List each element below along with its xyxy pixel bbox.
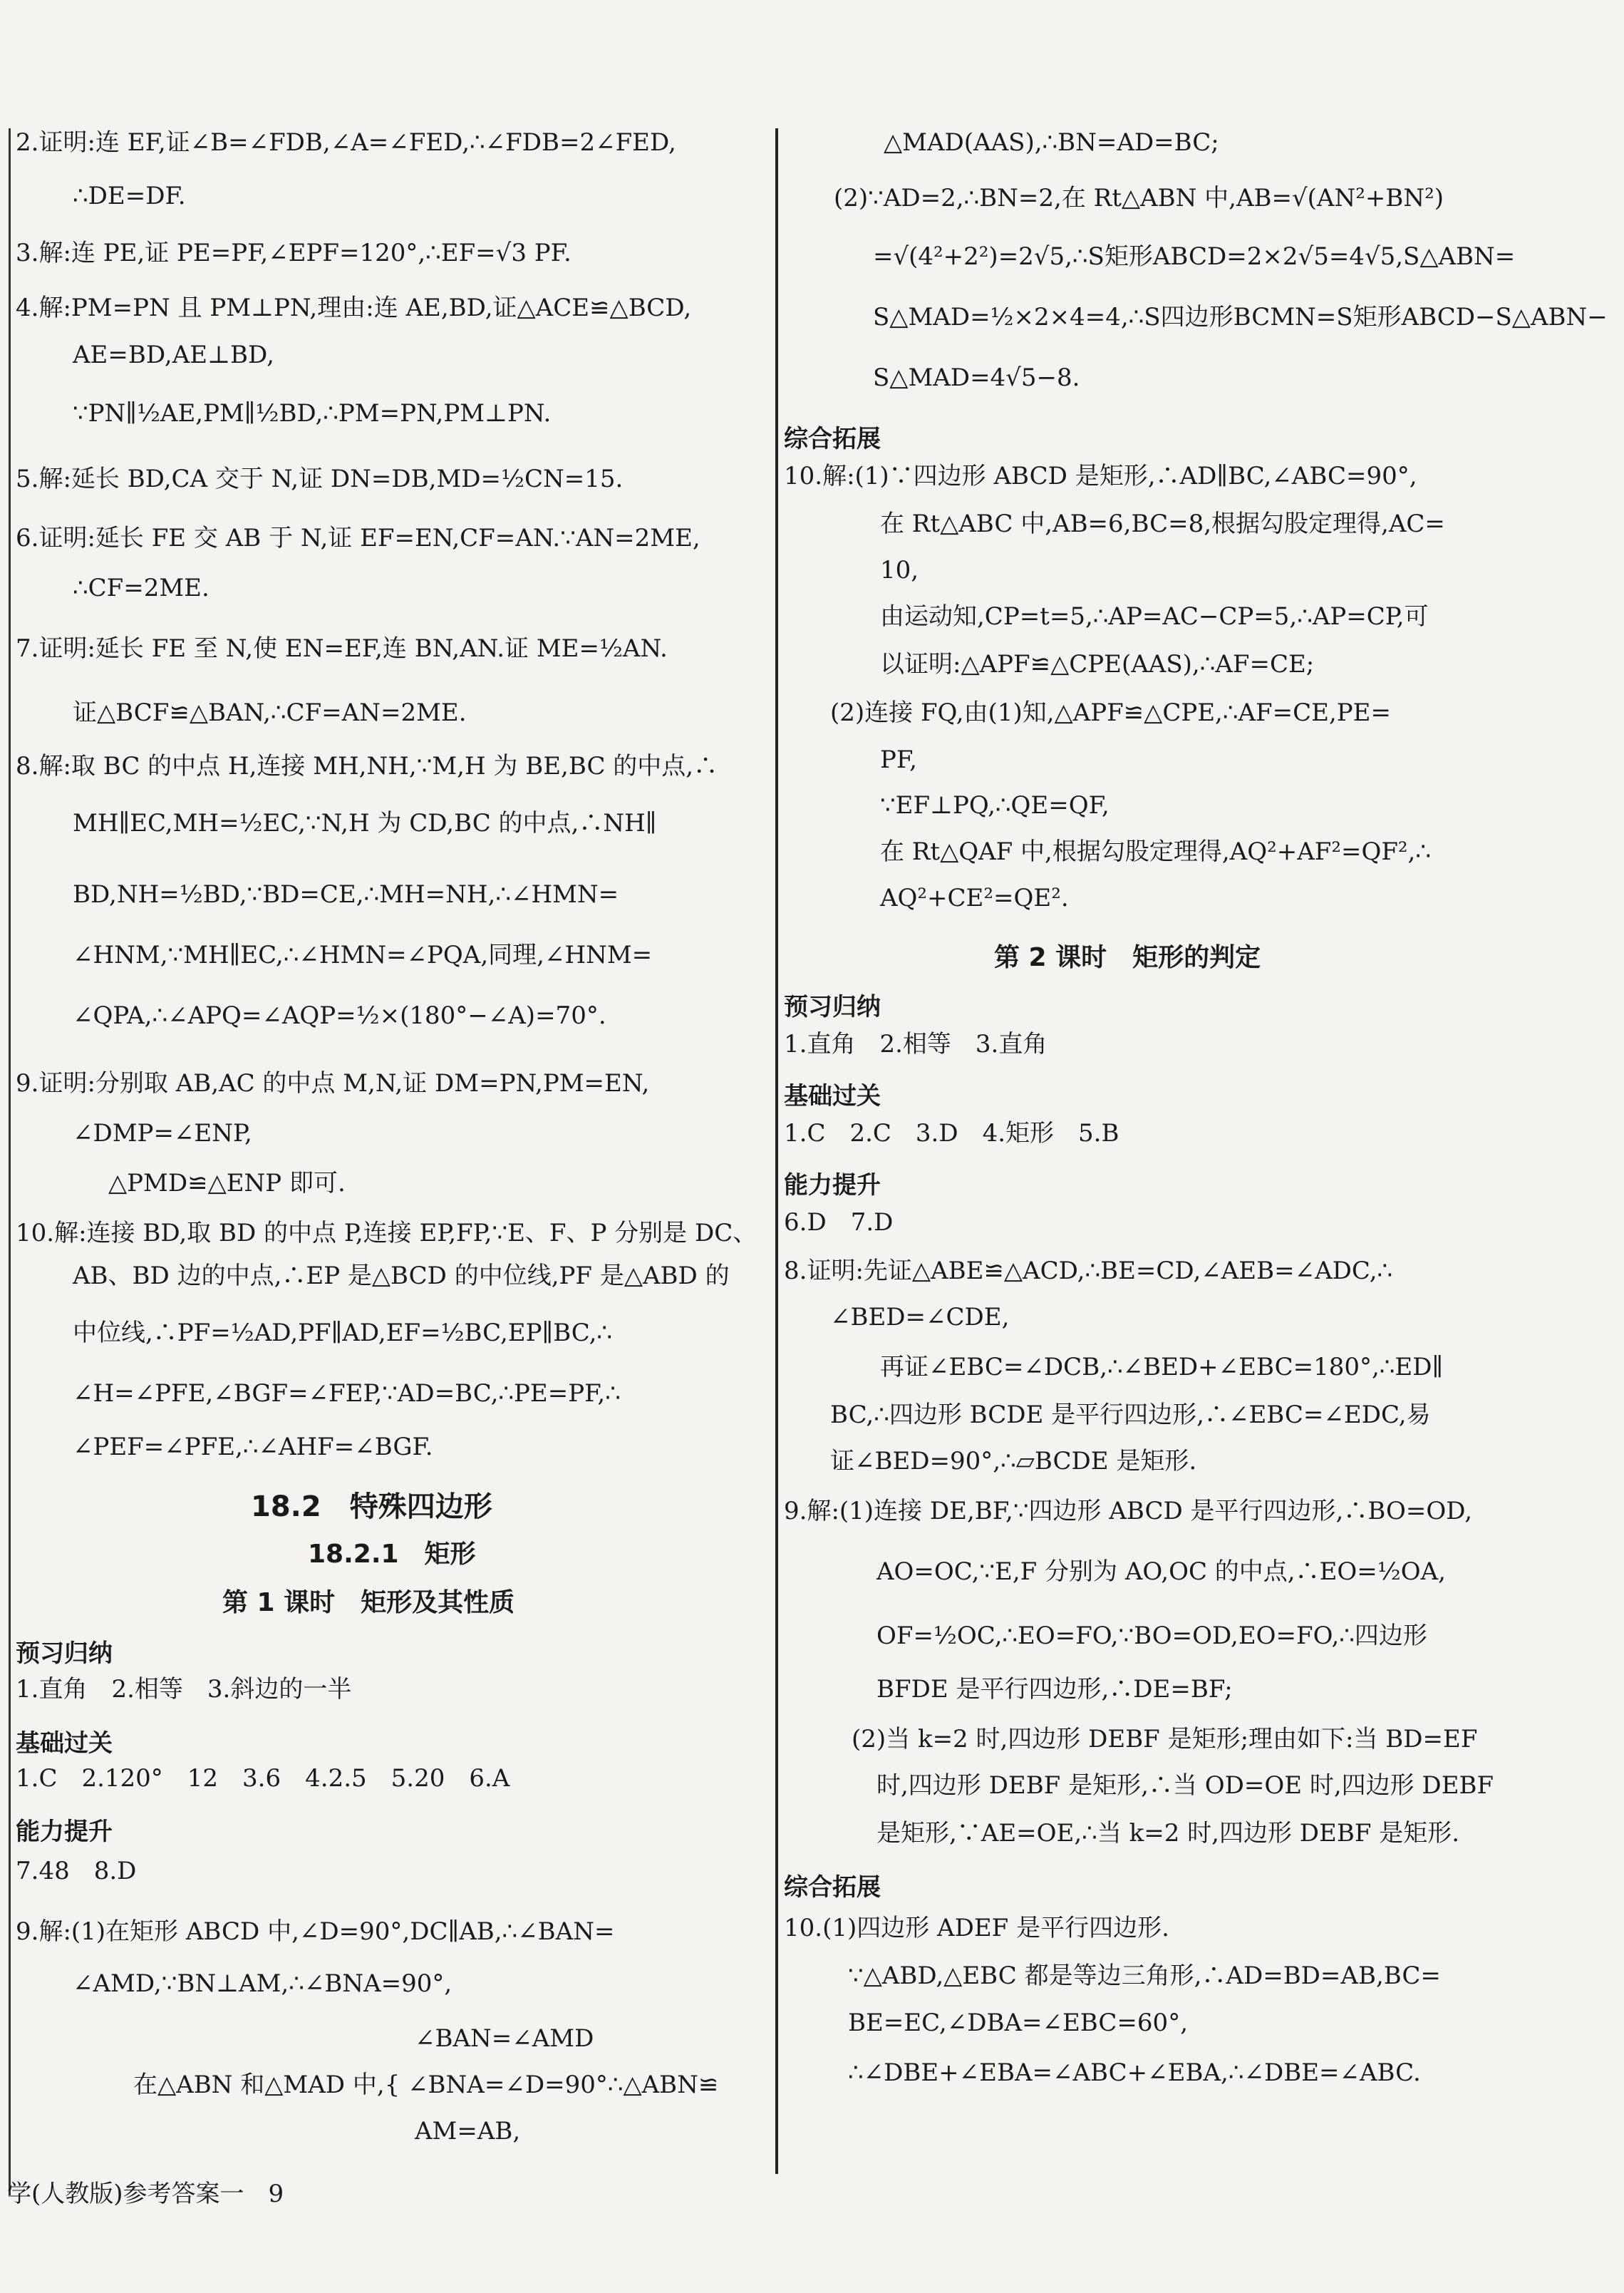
text-line: AQ²+CE²=QE². (880, 884, 1069, 912)
text-line: ∠PEF=∠PFE,∴∠AHF=∠BGF. (73, 1433, 433, 1461)
text-line: (2)当 k=2 时,四边形 DEBF 是矩形;理由如下:当 BD=EF (852, 1725, 1478, 1753)
text-line: (2)连接 FQ,由(1)知,△APF≌△CPE,∴AF=CE,PE= (830, 699, 1391, 727)
subsection-heading: 18.2.1 矩形 (308, 1540, 476, 1569)
text-line: 由运动知,CP=t=5,∴AP=AC−CP=5,∴AP=CP,可 (880, 602, 1429, 631)
text-line: BC,∴四边形 BCDE 是平行四边形,∴∠EBC=∠EDC,易 (830, 1401, 1431, 1429)
text-line: 在△ABN 和△MAD 中,{ ∠BNA=∠D=90°∴△ABN≌ (133, 2071, 719, 2099)
text-line: 9.解:(1)在矩形 ABCD 中,∠D=90°,DC∥AB,∴∠BAN= (16, 1917, 615, 1946)
text-line: ∠H=∠PFE,∠BGF=∠FEP,∵AD=BC,∴PE=PF,∴ (73, 1379, 621, 1408)
section-label: 预习归纳 (784, 993, 881, 1021)
text-line: 5.解:延长 BD,CA 交于 N,证 DN=DB,MD=½CN=15. (16, 465, 624, 493)
text-line: PF, (880, 746, 917, 774)
text-line: 2.证明:连 EF,证∠B=∠FDB,∠A=∠FED,∴∠FDB=2∠FED, (16, 128, 676, 157)
text-line: =√(4²+2²)=2√5,∴S矩形ABCD=2×2√5=4√5,S△ABN= (873, 242, 1516, 271)
lesson-heading: 第 1 课时 矩形及其性质 (222, 1588, 515, 1617)
text-line: (2)∵AD=2,∴BN=2,在 Rt△ABN 中,AB=√(AN²+BN²) (834, 184, 1444, 212)
text-line: 证∠BED=90°,∴▱BCDE 是矩形. (830, 1447, 1197, 1475)
text-line: 是矩形,∵AE=OE,∴当 k=2 时,四边形 DEBF 是矩形. (876, 1819, 1460, 1848)
text-line: 6.证明:延长 FE 交 AB 于 N,证 EF=EN,CF=AN.∵AN=2ME, (16, 524, 700, 552)
text-line: ∵PN∥½AE,PM∥½BD,∴PM=PN,PM⊥PN. (73, 399, 552, 428)
text-line: AM=AB, (415, 2117, 521, 2145)
text-line: ∠BED=∠CDE, (830, 1303, 1010, 1331)
text-line: 1.直角 2.相等 3.斜边的一半 (16, 1675, 352, 1704)
section-label: 基础过关 (16, 1729, 113, 1758)
section-label: 基础过关 (784, 1082, 881, 1111)
text-line: 在 Rt△QAF 中,根据勾股定理得,AQ²+AF²=QF²,∴ (880, 838, 1432, 866)
left-margin-rule (9, 128, 11, 2195)
text-line: 1.C 2.C 3.D 4.矩形 5.B (784, 1119, 1119, 1148)
text-line: 以证明:△APF≌△CPE(AAS),∴AF=CE; (880, 650, 1315, 679)
text-line: 9.证明:分别取 AB,AC 的中点 M,N,证 DM=PN,PM=EN, (16, 1069, 650, 1098)
text-line: 9.解:(1)连接 DE,BF,∵四边形 ABCD 是平行四边形,∴BO=OD, (784, 1497, 1473, 1525)
text-line: AO=OC,∵E,F 分别为 AO,OC 的中点,∴EO=½OA, (876, 1557, 1446, 1586)
section-heading: 18.2 特殊四边形 (251, 1490, 492, 1523)
text-line: 6.D 7.D (784, 1208, 894, 1237)
text-line: ∴∠DBE+∠EBA=∠ABC+∠EBA,∴∠DBE=∠ABC. (848, 2058, 1421, 2087)
text-line: BE=EC,∠DBA=∠EBC=60°, (848, 2009, 1188, 2037)
text-line: 8.证明:先证△ABE≌△ACD,∴BE=CD,∠AEB=∠ADC,∴ (784, 1257, 1393, 1285)
text-line: ∠BAN=∠AMD (415, 2024, 594, 2053)
text-line: 10.(1)四边形 ADEF 是平行四边形. (784, 1914, 1169, 1942)
text-line: 8.解:取 BC 的中点 H,连接 MH,NH,∵M,H 为 BE,BC 的中点,∴ (16, 752, 718, 780)
text-line: AB、BD 边的中点,∴EP 是△BCD 的中位线,PF 是△ABD 的 (73, 1262, 730, 1290)
text-line: ∴CF=2ME. (73, 574, 210, 602)
text-line: ∵EF⊥PQ,∴QE=QF, (880, 791, 1110, 820)
text-line: BFDE 是平行四边形,∴DE=BF; (876, 1675, 1233, 1704)
text-line: 证△BCF≌△BAN,∴CF=AN=2ME. (73, 699, 467, 727)
text-line: ∠DMP=∠ENP, (73, 1119, 252, 1148)
text-line: ∠HNM,∵MH∥EC,∴∠HMN=∠PQA,同理,∠HNM= (73, 941, 653, 969)
text-line: 再证∠EBC=∠DCB,∴∠BED+∠EBC=180°,∴ED∥ (880, 1353, 1444, 1381)
text-line: BD,NH=½BD,∵BD=CE,∴MH=NH,∴∠HMN= (73, 880, 619, 909)
text-line: S△MAD=½×2×4=4,∴S四边形BCMN=S矩形ABCD−S△ABN− (873, 303, 1608, 331)
section-label: 能力提升 (784, 1171, 881, 1200)
text-line: 中位线,∴PF=½AD,PF∥AD,EF=½BC,EP∥BC,∴ (73, 1319, 613, 1347)
text-line: ∠QPA,∴∠APQ=∠AQP=½×(180°−∠A)=70°. (73, 1001, 606, 1030)
section-label: 综合拓展 (784, 425, 881, 453)
section-label: 预习归纳 (16, 1639, 113, 1668)
text-line: ∠AMD,∵BN⊥AM,∴∠BNA=90°, (73, 1969, 452, 1998)
column-divider (775, 128, 778, 2174)
text-line: 10.解:连接 BD,取 BD 的中点 P,连接 EP,FP,∵E、F、P 分别是 DC、 (16, 1219, 757, 1247)
text-line: 7.证明:延长 FE 至 N,使 EN=EF,连 BN,AN.证 ME=½AN. (16, 634, 668, 663)
section-label: 综合拓展 (784, 1873, 881, 1902)
text-line: 4.解:PM=PN 且 PM⊥PN,理由:连 AE,BD,证△ACE≌△BCD, (16, 294, 692, 322)
text-line: OF=½OC,∴EO=FO,∵BO=OD,EO=FO,∴四边形 (876, 1622, 1427, 1650)
text-line: 1.直角 2.相等 3.直角 (784, 1030, 1048, 1058)
text-line: MH∥EC,MH=½EC,∵N,H 为 CD,BC 的中点,∴NH∥ (73, 809, 657, 838)
text-line: AE=BD,AE⊥BD, (73, 341, 274, 369)
text-line: 3.解:连 PE,证 PE=PF,∠EPF=120°,∴EF=√3 PF. (16, 239, 571, 267)
text-line: 10, (880, 556, 919, 584)
text-line: 在 Rt△ABC 中,AB=6,BC=8,根据勾股定理得,AC= (880, 510, 1445, 538)
text-line: 7.48 8.D (16, 1857, 137, 1885)
text-line: 10.解:(1)∵四边形 ABCD 是矩形,∴AD∥BC,∠ABC=90°, (784, 462, 1417, 490)
text-line: S△MAD=4√5−8. (873, 364, 1080, 392)
lesson-heading: 第 2 课时 矩形的判定 (994, 943, 1261, 972)
text-line: △MAD(AAS),∴BN=AD=BC; (884, 128, 1219, 157)
text-line: ∴DE=DF. (73, 182, 186, 210)
text-line: ∵△ABD,△EBC 都是等边三角形,∴AD=BD=AB,BC= (848, 1962, 1441, 1990)
text-line: 时,四边形 DEBF 是矩形,∴当 OD=OE 时,四边形 DEBF (876, 1771, 1494, 1800)
section-label: 能力提升 (16, 1818, 113, 1846)
text-line: 1.C 2.120° 12 3.6 4.2.5 5.20 6.A (16, 1764, 510, 1793)
text-line: △PMD≌△ENP 即可. (108, 1169, 346, 1197)
page-footer: 学(人教版)参考答案一 9 (7, 2180, 284, 2208)
